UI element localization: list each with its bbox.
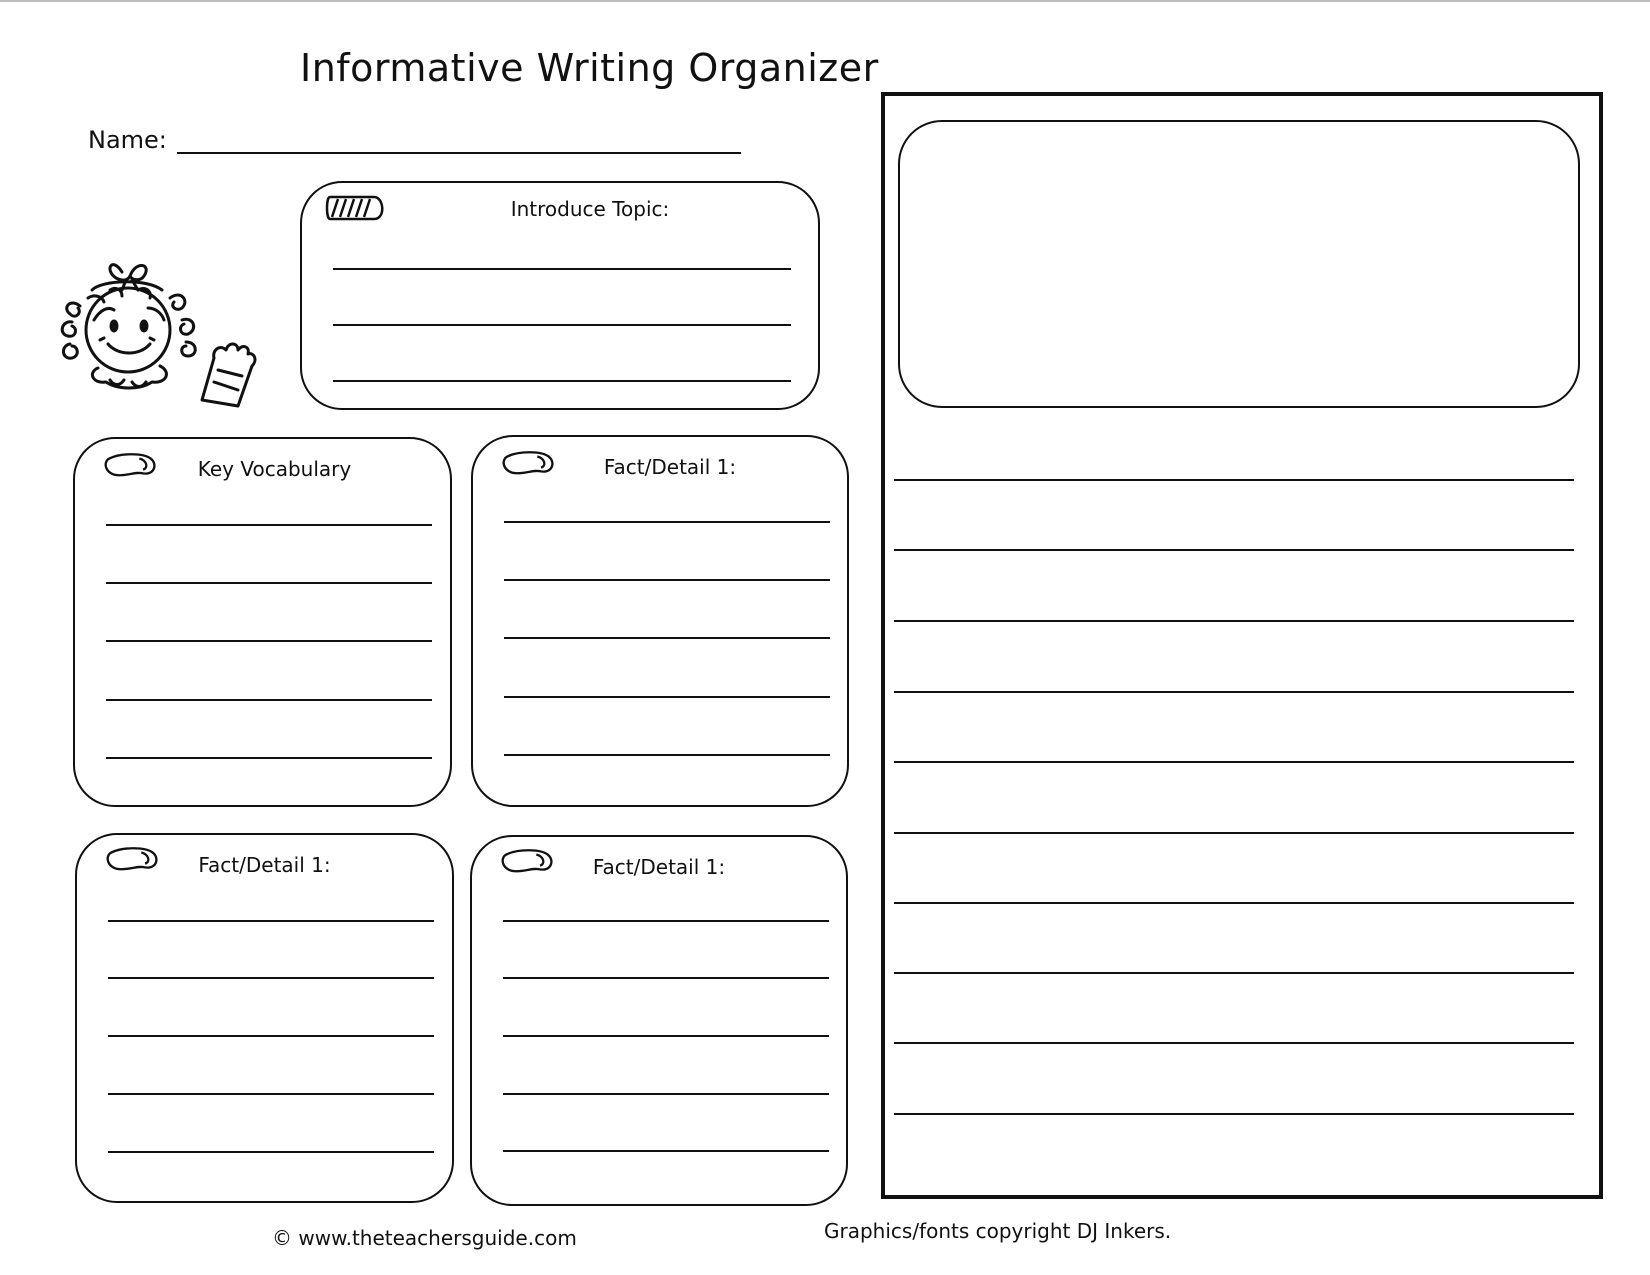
- write-line[interactable]: [503, 922, 829, 979]
- fact-detail-card-bottom-left: [75, 833, 454, 1203]
- write-line[interactable]: [333, 270, 791, 326]
- page-title: Informative Writing Organizer: [300, 46, 879, 90]
- write-line[interactable]: [894, 622, 1574, 693]
- fact-detail-title: Fact/Detail 1:: [603, 455, 737, 479]
- introduce-topic-card: [300, 181, 820, 410]
- write-line[interactable]: [106, 642, 432, 701]
- fact-detail-title: Fact/Detail 1:: [592, 855, 726, 879]
- write-line[interactable]: [106, 469, 432, 526]
- write-line[interactable]: [894, 551, 1574, 622]
- write-line[interactable]: [504, 523, 830, 581]
- write-line[interactable]: [894, 763, 1574, 834]
- write-line[interactable]: [894, 974, 1574, 1044]
- name-write-line[interactable]: [177, 126, 741, 154]
- write-line[interactable]: [503, 1095, 829, 1152]
- write-line[interactable]: [106, 584, 432, 642]
- write-line[interactable]: [106, 526, 432, 584]
- girl-character-clipart: [52, 250, 282, 410]
- write-line[interactable]: [504, 467, 830, 523]
- drawing-box[interactable]: [898, 120, 1580, 408]
- name-label: Name:: [88, 126, 167, 154]
- key-vocabulary-title: Key Vocabulary: [197, 457, 352, 481]
- write-line[interactable]: [894, 904, 1574, 974]
- write-line[interactable]: [108, 865, 434, 922]
- name-row: [88, 126, 741, 154]
- write-line[interactable]: [108, 922, 434, 979]
- top-rule: [0, 0, 1650, 2]
- fact-detail-lines: [504, 467, 830, 756]
- write-line[interactable]: [894, 435, 1574, 481]
- write-line[interactable]: [504, 698, 830, 756]
- write-line[interactable]: [894, 693, 1574, 763]
- write-line[interactable]: [894, 481, 1574, 551]
- key-vocabulary-card: [73, 437, 452, 807]
- write-line[interactable]: [333, 213, 791, 270]
- fact-detail-lines: [108, 865, 434, 1153]
- fact-detail-lines: [503, 867, 829, 1152]
- introduce-topic-title: Introduce Topic:: [510, 197, 670, 221]
- introduce-topic-lines: [333, 213, 791, 382]
- write-line[interactable]: [333, 326, 791, 382]
- write-line[interactable]: [894, 834, 1574, 904]
- fact-detail-card-bottom-right: [470, 835, 848, 1206]
- write-line[interactable]: [504, 639, 830, 698]
- key-vocabulary-lines: [106, 469, 432, 759]
- write-line[interactable]: [503, 979, 829, 1037]
- write-line[interactable]: [108, 979, 434, 1037]
- write-line[interactable]: [894, 1044, 1574, 1115]
- fact-detail-card-top: [471, 435, 849, 807]
- writing-panel: [881, 92, 1603, 1199]
- write-line[interactable]: [503, 1037, 829, 1095]
- write-line[interactable]: [504, 581, 830, 639]
- writing-panel-lines: [894, 435, 1574, 1115]
- footer-credit: Graphics/fonts copyright DJ Inkers.: [824, 1219, 1172, 1243]
- write-line[interactable]: [503, 867, 829, 922]
- write-line[interactable]: [106, 701, 432, 759]
- write-line[interactable]: [108, 1095, 434, 1153]
- write-line[interactable]: [108, 1037, 434, 1095]
- footer-website: © www.theteachersguide.com: [272, 1226, 577, 1250]
- fact-detail-title: Fact/Detail 1:: [198, 853, 331, 877]
